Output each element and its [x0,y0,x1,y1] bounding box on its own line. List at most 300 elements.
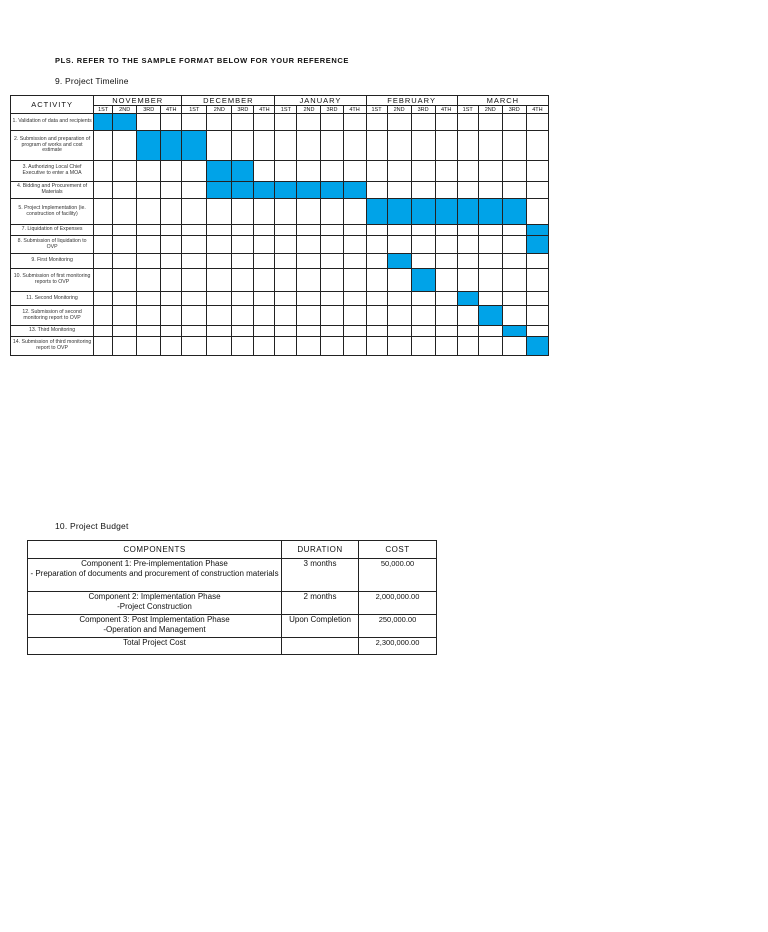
timeline-empty-cell [411,292,435,306]
timeline-empty-cell [343,337,366,356]
timeline-bar-cell [526,236,548,254]
timeline-empty-cell [207,254,232,269]
activity-header: ACTIVITY [11,96,94,114]
timeline-empty-cell [297,225,321,236]
week-header: 1ST [182,106,207,114]
timeline-empty-cell [297,337,321,356]
timeline-empty-cell [297,292,321,306]
timeline-empty-cell [232,236,254,254]
component-detail: - Preparation of documents and procurement of construction materials [30,569,279,578]
month-header: NOVEMBER [94,96,182,106]
timeline-empty-cell [232,199,254,225]
budget-row [28,559,437,592]
timeline-empty-cell [137,292,161,306]
timeline-empty-cell [207,326,232,337]
activity-label: 12. Submission of second monitoring report to OVP [11,306,94,326]
timeline-empty-cell [161,225,182,236]
timeline-empty-cell [207,114,232,131]
timeline-bar-cell [297,182,321,199]
timeline-bar-cell [411,269,435,292]
component-detail: -Operation and Management [103,625,206,634]
timeline-empty-cell [435,225,457,236]
week-header: 4TH [343,106,366,114]
timeline-empty-cell [254,269,275,292]
timeline-empty-cell [275,236,297,254]
timeline-empty-cell [411,114,435,131]
timeline-empty-cell [387,182,411,199]
timeline-empty-cell [321,269,343,292]
timeline-empty-cell [161,236,182,254]
timeline-empty-cell [411,182,435,199]
component-cell [28,559,282,592]
timeline-empty-cell [137,326,161,337]
timeline-empty-cell [137,306,161,326]
timeline-empty-cell [113,326,137,337]
timeline-empty-cell [321,326,343,337]
timeline-empty-cell [232,337,254,356]
timeline-empty-cell [478,236,502,254]
timeline-empty-cell [207,337,232,356]
timeline-empty-cell [502,236,526,254]
timeline-empty-cell [478,337,502,356]
project-budget-table [27,540,437,655]
timeline-empty-cell [366,306,387,326]
week-header: 2ND [387,106,411,114]
timeline-empty-cell [182,199,207,225]
timeline-bar-cell [275,182,297,199]
activity-label: 5. Project Implementation (ie. construction of facility) [11,199,94,225]
timeline-empty-cell [457,269,478,292]
timeline-empty-cell [366,254,387,269]
timeline-empty-cell [321,337,343,356]
timeline-empty-cell [232,326,254,337]
week-header: 3RD [502,106,526,114]
timeline-empty-cell [161,292,182,306]
timeline-empty-cell [478,254,502,269]
timeline-empty-cell [343,225,366,236]
timeline-empty-cell [321,161,343,182]
timeline-empty-cell [343,306,366,326]
cost-cell: 50,000.00 [359,559,437,592]
timeline-bar-cell [502,326,526,337]
timeline-empty-cell [137,114,161,131]
timeline-empty-cell [232,114,254,131]
timeline-empty-cell [161,182,182,199]
timeline-empty-cell [435,254,457,269]
timeline-empty-cell [457,161,478,182]
week-header: 4TH [526,106,548,114]
timeline-empty-cell [411,225,435,236]
timeline-empty-cell [435,337,457,356]
component-title: Component 1: Pre-implementation Phase [81,559,228,568]
timeline-empty-cell [411,161,435,182]
timeline-bar-cell [502,199,526,225]
timeline-empty-cell [137,254,161,269]
timeline-bar-cell [457,292,478,306]
timeline-empty-cell [275,326,297,337]
timeline-empty-cell [366,292,387,306]
timeline-empty-cell [113,292,137,306]
timeline-empty-cell [321,225,343,236]
timeline-row [11,254,549,269]
timeline-bar-cell [137,131,161,161]
timeline-empty-cell [254,225,275,236]
timeline-empty-cell [366,269,387,292]
timeline-empty-cell [254,326,275,337]
timeline-empty-cell [275,199,297,225]
timeline-empty-cell [526,199,548,225]
timeline-empty-cell [161,199,182,225]
timeline-empty-cell [321,292,343,306]
timeline-empty-cell [94,326,113,337]
timeline-empty-cell [182,161,207,182]
timeline-row [11,337,549,356]
duration-cell: 2 months [282,592,359,615]
timeline-empty-cell [526,161,548,182]
timeline-empty-cell [502,269,526,292]
timeline-empty-cell [182,326,207,337]
timeline-empty-cell [478,292,502,306]
timeline-bar-cell [526,337,548,356]
timeline-empty-cell [435,292,457,306]
timeline-empty-cell [387,326,411,337]
week-header: 2ND [297,106,321,114]
timeline-empty-cell [502,114,526,131]
timeline-bar-cell [478,199,502,225]
timeline-empty-cell [254,254,275,269]
timeline-empty-cell [254,199,275,225]
timeline-empty-cell [297,161,321,182]
timeline-empty-cell [478,269,502,292]
timeline-row [11,269,549,292]
timeline-empty-cell [457,225,478,236]
timeline-empty-cell [502,131,526,161]
activity-label: 14. Submission of third monitoring report to OVP [11,337,94,356]
timeline-empty-cell [254,114,275,131]
week-header: 4TH [435,106,457,114]
timeline-empty-cell [478,161,502,182]
timeline-empty-cell [275,225,297,236]
timeline-empty-cell [411,337,435,356]
timeline-bar-cell [161,131,182,161]
timeline-bar-cell [435,199,457,225]
timeline-empty-cell [435,131,457,161]
budget-row [28,615,437,638]
timeline-empty-cell [387,337,411,356]
timeline-empty-cell [457,236,478,254]
timeline-empty-cell [207,269,232,292]
timeline-empty-cell [502,161,526,182]
timeline-empty-cell [182,306,207,326]
week-header: 1ST [94,106,113,114]
timeline-empty-cell [457,131,478,161]
timeline-empty-cell [254,306,275,326]
timeline-empty-cell [113,306,137,326]
cost-cell: 2,000,000.00 [359,592,437,615]
components-header: COMPONENTS [28,541,282,559]
timeline-bar-cell [478,306,502,326]
timeline-empty-cell [435,269,457,292]
component-cell [28,592,282,615]
duration-header: DURATION [282,541,359,559]
timeline-empty-cell [94,131,113,161]
timeline-empty-cell [254,131,275,161]
cost-header: COST [359,541,437,559]
timeline-empty-cell [137,225,161,236]
timeline-empty-cell [297,199,321,225]
timeline-empty-cell [502,254,526,269]
timeline-empty-cell [182,225,207,236]
timeline-empty-cell [478,326,502,337]
timeline-empty-cell [94,182,113,199]
timeline-empty-cell [343,269,366,292]
timeline-empty-cell [232,269,254,292]
timeline-empty-cell [94,269,113,292]
timeline-empty-cell [161,337,182,356]
timeline-empty-cell [321,254,343,269]
timeline-empty-cell [321,306,343,326]
timeline-empty-cell [343,161,366,182]
timeline-empty-cell [366,337,387,356]
timeline-bar-cell [411,199,435,225]
timeline-empty-cell [387,161,411,182]
timeline-empty-cell [297,269,321,292]
timeline-empty-cell [297,236,321,254]
timeline-empty-cell [478,225,502,236]
week-header: 2ND [207,106,232,114]
activity-label: 9. First Monitoring [11,254,94,269]
timeline-row [11,292,549,306]
timeline-empty-cell [207,236,232,254]
week-header: 2ND [113,106,137,114]
timeline-heading: 9. Project Timeline [55,76,129,86]
timeline-empty-cell [113,161,137,182]
timeline-empty-cell [254,337,275,356]
timeline-empty-cell [526,269,548,292]
timeline-empty-cell [435,306,457,326]
timeline-empty-cell [137,337,161,356]
timeline-empty-cell [182,114,207,131]
timeline-empty-cell [207,292,232,306]
timeline-bar-cell [232,161,254,182]
timeline-empty-cell [321,114,343,131]
cost-cell: 250,000.00 [359,615,437,638]
timeline-empty-cell [94,161,113,182]
timeline-empty-cell [94,292,113,306]
timeline-row [11,236,549,254]
timeline-empty-cell [232,292,254,306]
budget-row [28,592,437,615]
timeline-empty-cell [343,254,366,269]
timeline-empty-cell [435,114,457,131]
timeline-empty-cell [113,254,137,269]
timeline-empty-cell [366,114,387,131]
timeline-empty-cell [161,326,182,337]
timeline-empty-cell [435,236,457,254]
timeline-empty-cell [94,337,113,356]
timeline-empty-cell [207,199,232,225]
timeline-empty-cell [366,161,387,182]
component-detail: -Project Construction [117,602,192,611]
month-header: DECEMBER [182,96,275,106]
timeline-empty-cell [94,199,113,225]
timeline-empty-cell [478,182,502,199]
timeline-empty-cell [502,292,526,306]
timeline-empty-cell [343,292,366,306]
timeline-empty-cell [232,131,254,161]
timeline-empty-cell [526,306,548,326]
timeline-empty-cell [207,225,232,236]
timeline-bar-cell [387,199,411,225]
week-header: 3RD [232,106,254,114]
timeline-bar-cell [254,182,275,199]
timeline-empty-cell [457,337,478,356]
timeline-empty-cell [275,337,297,356]
timeline-empty-cell [411,306,435,326]
timeline-empty-cell [207,306,232,326]
timeline-empty-cell [254,161,275,182]
week-header: 1ST [457,106,478,114]
timeline-bar-cell [94,114,113,131]
timeline-empty-cell [343,114,366,131]
timeline-row [11,114,549,131]
budget-total-row [28,638,437,655]
timeline-empty-cell [343,326,366,337]
timeline-empty-cell [526,114,548,131]
timeline-row [11,306,549,326]
timeline-empty-cell [366,131,387,161]
timeline-empty-cell [137,269,161,292]
timeline-empty-cell [366,326,387,337]
timeline-empty-cell [411,236,435,254]
reference-note: PLS. REFER TO THE SAMPLE FORMAT BELOW FOR YOUR REFERENCE [55,56,350,65]
timeline-empty-cell [387,131,411,161]
timeline-empty-cell [366,182,387,199]
timeline-empty-cell [435,161,457,182]
timeline-empty-cell [275,114,297,131]
timeline-empty-cell [321,199,343,225]
timeline-empty-cell [137,161,161,182]
timeline-row [11,161,549,182]
timeline-empty-cell [94,225,113,236]
timeline-bar-cell [207,161,232,182]
timeline-empty-cell [526,292,548,306]
timeline-bar-cell [232,182,254,199]
activity-label: 4. Bidding and Procurement of Materials [11,182,94,199]
week-header: 3RD [411,106,435,114]
timeline-empty-cell [502,225,526,236]
activity-label: 2. Submission and preparation of program of works and cost estimate [11,131,94,161]
timeline-row [11,225,549,236]
timeline-empty-cell [457,254,478,269]
week-header: 4TH [161,106,182,114]
timeline-empty-cell [137,236,161,254]
timeline-empty-cell [297,114,321,131]
week-header: 3RD [137,106,161,114]
week-header: 3RD [321,106,343,114]
activity-label: 10. Submission of first monitoring reports to OVP [11,269,94,292]
timeline-empty-cell [321,131,343,161]
activity-label: 1. Validation of data and recipients [11,114,94,131]
timeline-empty-cell [297,326,321,337]
timeline-bar-cell [182,131,207,161]
timeline-bar-cell [321,182,343,199]
timeline-empty-cell [411,326,435,337]
timeline-bar-cell [457,199,478,225]
timeline-empty-cell [232,306,254,326]
timeline-empty-cell [275,254,297,269]
timeline-empty-cell [113,269,137,292]
timeline-row [11,326,549,337]
timeline-empty-cell [182,269,207,292]
timeline-empty-cell [457,326,478,337]
total-label: Total Project Cost [28,638,282,655]
timeline-empty-cell [297,254,321,269]
timeline-empty-cell [526,131,548,161]
timeline-empty-cell [275,269,297,292]
timeline-empty-cell [113,131,137,161]
timeline-empty-cell [94,236,113,254]
timeline-bar-cell [387,254,411,269]
timeline-empty-cell [182,182,207,199]
timeline-empty-cell [366,236,387,254]
total-duration-empty [282,638,359,655]
timeline-bar-cell [343,182,366,199]
timeline-empty-cell [113,199,137,225]
timeline-empty-cell [182,337,207,356]
timeline-empty-cell [161,254,182,269]
timeline-empty-cell [113,182,137,199]
component-cell [28,615,282,638]
timeline-empty-cell [343,236,366,254]
timeline-empty-cell [387,306,411,326]
duration-cell: Upon Completion [282,615,359,638]
week-header: 1ST [366,106,387,114]
timeline-empty-cell [161,306,182,326]
month-header: MARCH [457,96,548,106]
activity-label: 7. Liquidation of Expenses [11,225,94,236]
timeline-empty-cell [411,254,435,269]
component-title: Component 2: Implementation Phase [88,592,221,601]
timeline-empty-cell [387,114,411,131]
timeline-empty-cell [457,182,478,199]
timeline-empty-cell [526,254,548,269]
timeline-empty-cell [275,161,297,182]
timeline-empty-cell [94,254,113,269]
timeline-row [11,182,549,199]
week-header: 4TH [254,106,275,114]
total-cost: 2,300,000.00 [359,638,437,655]
activity-label: 13. Third Monitoring [11,326,94,337]
timeline-empty-cell [502,182,526,199]
timeline-bar-cell [366,199,387,225]
timeline-empty-cell [321,236,343,254]
timeline-empty-cell [502,306,526,326]
timeline-empty-cell [502,337,526,356]
timeline-empty-cell [387,236,411,254]
timeline-empty-cell [297,306,321,326]
timeline-empty-cell [478,114,502,131]
timeline-row [11,199,549,225]
timeline-empty-cell [411,131,435,161]
timeline-empty-cell [343,199,366,225]
activity-label: 11. Second Monitoring [11,292,94,306]
budget-heading: 10. Project Budget [55,521,129,531]
timeline-empty-cell [113,337,137,356]
timeline-bar-cell [207,182,232,199]
timeline-empty-cell [232,225,254,236]
timeline-empty-cell [161,114,182,131]
